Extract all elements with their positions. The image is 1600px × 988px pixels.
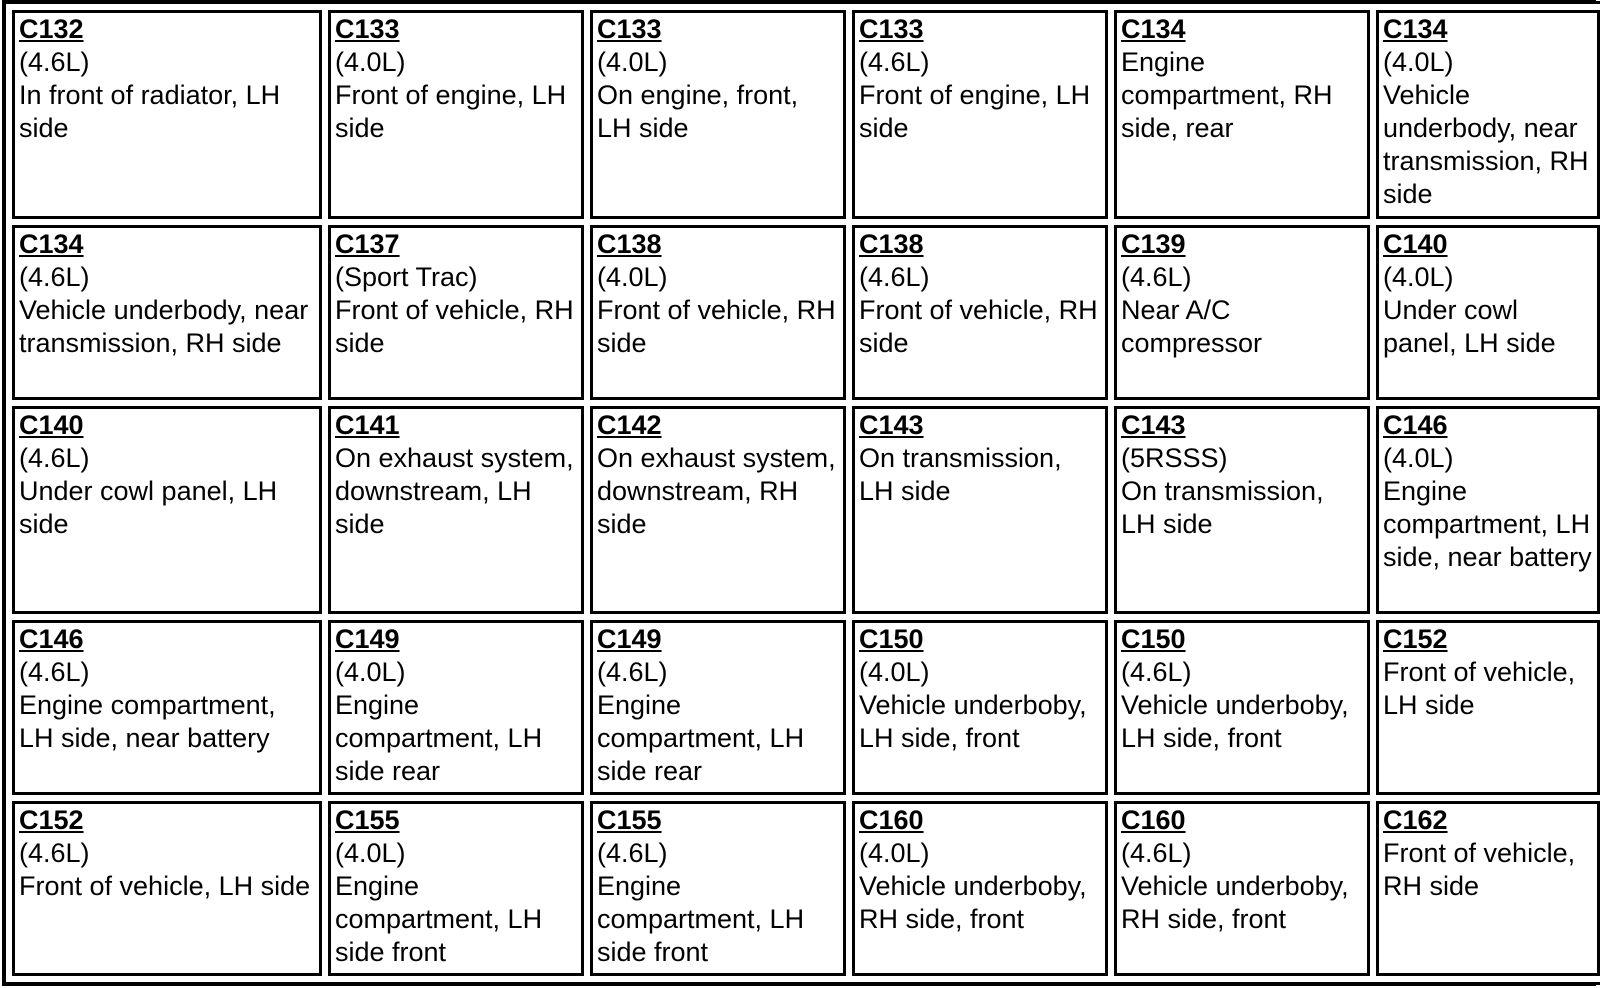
connector-location: Engine compartment, LH side front <box>335 871 543 967</box>
connector-location: On exhaust system, downstream, RH side <box>597 442 836 539</box>
connector-cell <box>852 801 1108 976</box>
connector-location: Front of vehicle, LH side <box>19 871 311 901</box>
connector-variant: (4.6L) <box>19 838 90 868</box>
connector-cell <box>1114 225 1370 400</box>
connector-variant: (4.0L) <box>335 47 406 77</box>
connector-variant: (4.6L) <box>1121 261 1192 292</box>
connector-cell <box>12 225 322 400</box>
connector-id: C138 <box>859 228 924 259</box>
connector-id: C152 <box>19 805 84 835</box>
connector-variant: (4.6L) <box>19 261 90 292</box>
connector-cell <box>852 10 1108 219</box>
connector-location: Front of vehicle, RH side <box>859 294 1098 358</box>
connector-variant: (4.0L) <box>1383 261 1454 292</box>
connector-id: C134 <box>19 228 84 259</box>
connector-variant: (4.0L) <box>859 838 930 868</box>
connector-location: Engine compartment, LH side rear <box>335 690 543 787</box>
connector-cell <box>852 406 1108 615</box>
connector-variant: (4.6L) <box>19 442 90 473</box>
connector-id: C160 <box>1121 805 1186 835</box>
connector-variant: (4.0L) <box>335 838 406 868</box>
connector-variant: (4.0L) <box>597 47 668 77</box>
connector-location: Front of engine, LH side <box>859 80 1091 143</box>
connector-location-table-frame <box>2 0 1596 986</box>
connector-location: In front of radiator, LH side <box>19 80 281 143</box>
connector-cell <box>1114 620 1370 795</box>
connector-id: C155 <box>335 805 400 835</box>
connector-id: C140 <box>1383 228 1448 259</box>
connector-variant: (4.0L) <box>1383 47 1454 77</box>
connector-cell <box>12 620 322 795</box>
connector-location: Front of vehicle, LH side <box>1383 657 1576 721</box>
connector-id: C138 <box>597 228 662 259</box>
connector-location: Front of engine, LH side <box>335 80 567 143</box>
connector-location: Front of vehicle, RH side <box>1383 838 1576 901</box>
connector-id: C162 <box>1383 805 1448 835</box>
connector-variant: (4.6L) <box>597 838 668 868</box>
connector-location: Near A/C compressor <box>1121 294 1263 358</box>
connector-cell <box>1376 801 1600 976</box>
connector-id: C142 <box>597 409 662 440</box>
connector-location: On engine, front, LH side <box>597 80 799 143</box>
connector-id: C132 <box>19 14 84 44</box>
connector-id: C137 <box>335 228 400 259</box>
table-row <box>12 406 1600 615</box>
connector-location: Engine compartment, LH side, near battery <box>1383 475 1592 572</box>
connector-cell <box>1114 801 1370 976</box>
connector-variant: (4.6L) <box>19 657 90 688</box>
connector-location: Vehicle underbody, near transmission, RH side <box>19 294 309 358</box>
connector-cell <box>590 406 846 615</box>
connector-location: Engine compartment, RH side, rear <box>1121 47 1333 143</box>
connector-id: C143 <box>1121 409 1186 440</box>
connector-id: C155 <box>597 805 662 835</box>
connector-id: C133 <box>335 14 400 44</box>
connector-location: Vehicle underboby, RH side, front <box>1121 871 1349 934</box>
connector-cell <box>1376 10 1600 219</box>
connector-id: C149 <box>597 624 662 655</box>
connector-id: C150 <box>1121 624 1186 655</box>
connector-cell <box>328 10 584 219</box>
connector-location: On transmission, LH side <box>859 442 1062 506</box>
connector-cell <box>12 10 322 219</box>
connector-id: C139 <box>1121 228 1186 259</box>
connector-cell <box>328 801 584 976</box>
table-row <box>12 10 1600 219</box>
connector-variant: (4.6L) <box>597 657 668 688</box>
connector-cell <box>1376 620 1600 795</box>
connector-variant: (4.6L) <box>1121 657 1192 688</box>
connector-id: C146 <box>19 624 84 655</box>
table-row <box>12 801 1600 976</box>
connector-id: C134 <box>1383 14 1448 44</box>
connector-location: Front of vehicle, RH side <box>597 294 836 358</box>
connector-location: Vehicle underboby, LH side, front <box>1121 690 1349 754</box>
connector-id: C143 <box>859 409 924 440</box>
connector-variant: (Sport Trac) <box>335 261 478 292</box>
connector-cell <box>1114 406 1370 615</box>
connector-cell <box>1114 10 1370 219</box>
connector-id: C133 <box>597 14 662 44</box>
connector-id: C133 <box>859 14 924 44</box>
connector-location-table <box>6 4 1600 982</box>
connector-cell <box>12 801 322 976</box>
connector-variant: (5RSSS) <box>1121 442 1228 473</box>
connector-location: Vehicle underboby, LH side, front <box>859 690 1087 754</box>
connector-location: Under cowl panel, LH side <box>19 475 278 539</box>
connector-cell <box>590 801 846 976</box>
connector-id: C149 <box>335 624 400 655</box>
table-row <box>12 225 1600 400</box>
connector-location: On transmission, LH side <box>1121 475 1324 539</box>
connector-variant: (4.0L) <box>597 261 668 292</box>
connector-cell <box>328 406 584 615</box>
table-row <box>12 620 1600 795</box>
connector-cell <box>852 225 1108 400</box>
connector-cell <box>590 10 846 219</box>
connector-id: C150 <box>859 624 924 655</box>
connector-id: C160 <box>859 805 924 835</box>
connector-id: C134 <box>1121 14 1186 44</box>
connector-cell <box>590 620 846 795</box>
connector-cell <box>590 225 846 400</box>
connector-cell <box>328 620 584 795</box>
connector-variant: (4.6L) <box>1121 838 1192 868</box>
connector-cell <box>852 620 1108 795</box>
connector-location: Engine compartment, LH side front <box>597 871 805 967</box>
connector-variant: (4.6L) <box>19 47 90 77</box>
connector-location: Vehicle underbody, near transmission, RH side <box>1383 80 1589 209</box>
connector-variant: (4.6L) <box>859 47 930 77</box>
connector-location: Under cowl panel, LH side <box>1383 294 1556 358</box>
connector-location: Vehicle underboby, RH side, front <box>859 871 1087 934</box>
connector-variant: (4.0L) <box>1383 442 1454 473</box>
connector-id: C146 <box>1383 409 1448 440</box>
connector-location: Engine compartment, LH side, near battery <box>19 690 276 754</box>
connector-id: C141 <box>335 409 400 440</box>
connector-cell <box>328 225 584 400</box>
connector-id: C152 <box>1383 624 1448 655</box>
connector-location: On exhaust system, downstream, LH side <box>335 442 574 539</box>
connector-variant: (4.0L) <box>859 657 930 688</box>
connector-location: Engine compartment, LH side rear <box>597 690 805 787</box>
connector-cell <box>12 406 322 615</box>
connector-cell <box>1376 406 1600 615</box>
connector-variant: (4.0L) <box>335 657 406 688</box>
connector-id: C140 <box>19 409 84 440</box>
connector-variant: (4.6L) <box>859 261 930 292</box>
connector-location: Front of vehicle, RH side <box>335 294 574 358</box>
connector-cell <box>1376 225 1600 400</box>
